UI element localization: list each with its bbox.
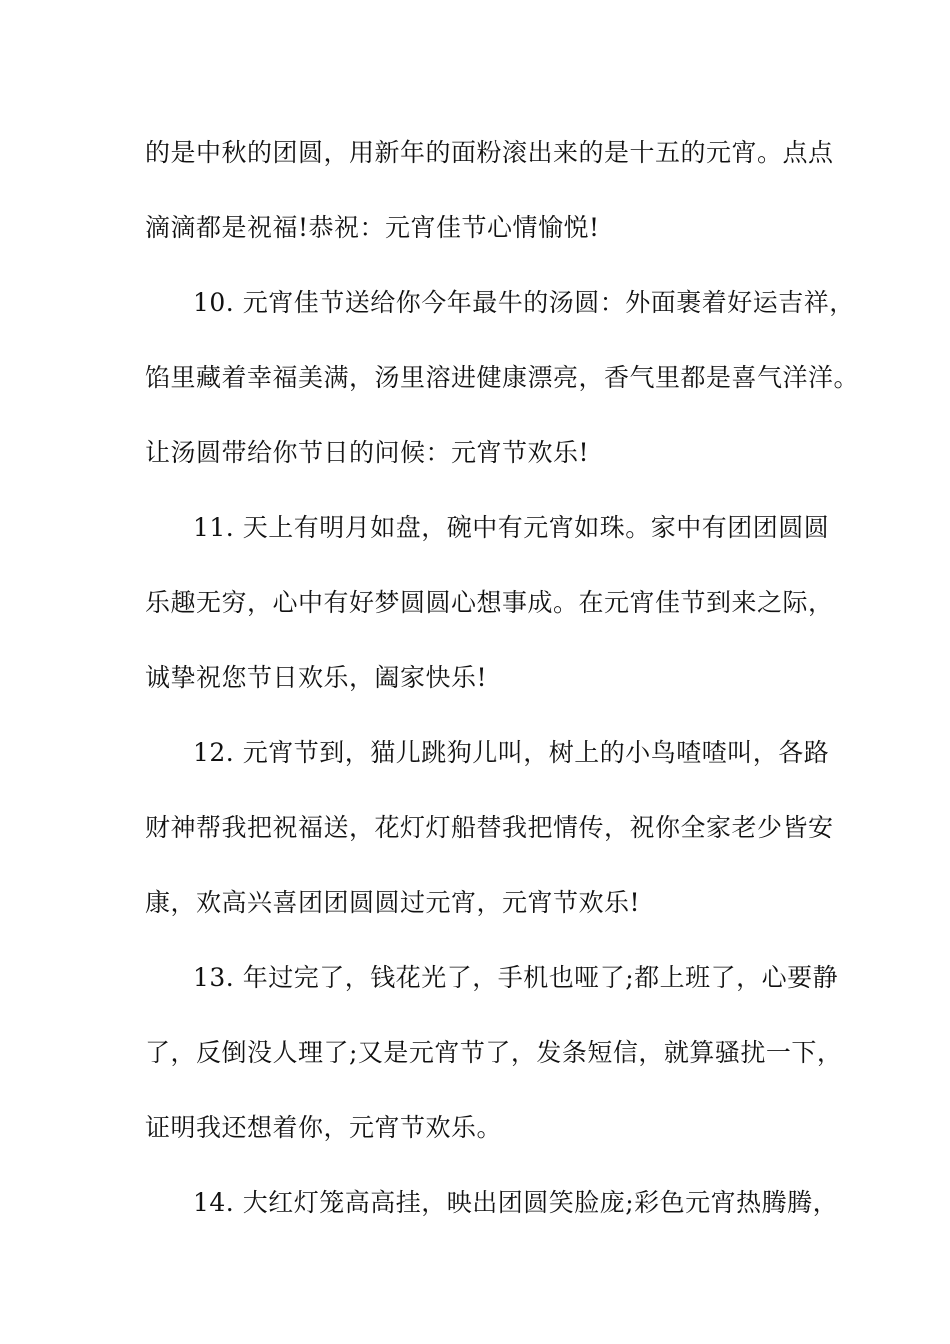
text-line: 馅里藏着幸福美满，汤里溶进健康漂亮，香气里都是喜气洋洋。 (145, 363, 860, 392)
text-line: 诚挚祝您节日欢乐，阖家快乐! (145, 663, 488, 692)
text-line: 滴滴都是祝福!恭祝：元宵佳节心情愉悦! (145, 213, 600, 242)
text-line: 财神帮我把祝福送，花灯灯船替我把情传，祝你全家老少皆安 (145, 813, 834, 842)
list-item-11-line: 11. 天上有明月如盘，碗中有元宵如珠。家中有团团圆圆 (193, 513, 830, 542)
list-item-14-line: 14. 大红灯笼高高挂，映出团圆笑脸庞;彩色元宵热腾腾， (193, 1188, 839, 1217)
text-line: 了，反倒没人理了;又是元宵节了，发条短信，就算骚扰一下， (145, 1038, 843, 1067)
text-line: 的是中秋的团圆，用新年的面粉滚出来的是十五的元宵。点点 (145, 138, 834, 167)
text-line: 康，欢高兴喜团团圆圆过元宵，元宵节欢乐! (145, 888, 641, 917)
list-item-13-line: 13. 年过完了，钱花光了，手机也哑了;都上班了，心要静 (193, 963, 839, 992)
text-line: 乐趣无穷，心中有好梦圆圆心想事成。在元宵佳节到来之际， (145, 588, 834, 617)
text-line: 证明我还想着你，元宵节欢乐。 (145, 1113, 503, 1142)
list-item-12-line: 12. 元宵节到，猫儿跳狗儿叫，树上的小鸟喳喳叫，各路 (193, 738, 830, 767)
text-line: 让汤圆带给你节日的问候：元宵节欢乐! (145, 438, 590, 467)
list-item-10-line: 10. 元宵佳节送给你今年最牛的汤圆：外面裹着好运吉祥， (193, 288, 855, 317)
